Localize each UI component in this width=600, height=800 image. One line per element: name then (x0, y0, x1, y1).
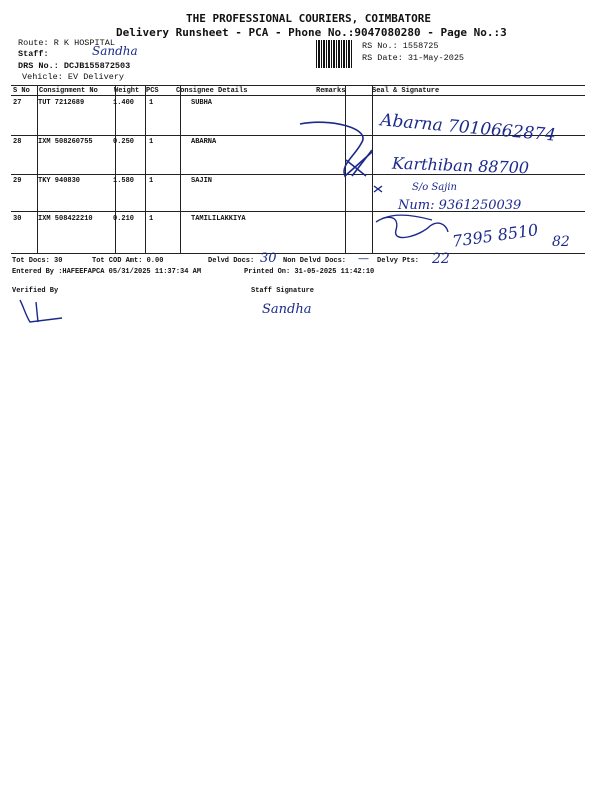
handwritten-phone: 7395 8510 (451, 220, 540, 251)
staff-handwritten-sign: Sandha (92, 44, 138, 58)
col-header-remarks: Remarks (316, 87, 346, 95)
handwritten-sajin-line2: Num: 9361250039 (398, 198, 522, 213)
company-title: THE PROFESSIONAL COURIERS, COIMBATORE (186, 12, 432, 25)
printed-on: Printed On: 31-05-2025 11:42:10 (244, 268, 375, 276)
delivery-points-label: Delvy Pts: (377, 257, 420, 265)
entered-by: Entered By :HAFEEFAPCA 05/31/2025 11:37:34 AM (12, 268, 202, 276)
col-header-consignee: Consignee Details (176, 87, 248, 95)
row-sno: 27 (13, 99, 22, 107)
row-weight: 0.250 (113, 138, 135, 146)
row-sno: 28 (13, 138, 22, 146)
row-weight: 0.210 (113, 215, 135, 223)
non-delivered-docs-label: Non Delvd Docs: (283, 257, 347, 265)
row-weight: 1.580 (113, 177, 135, 185)
col-header-seal: Seal & Signature (372, 87, 440, 95)
row-consignee: SAJIN (191, 177, 213, 185)
row-pcs: 1 (149, 215, 154, 223)
verified-by-label: Verified By (12, 287, 59, 295)
row-weight: 1.400 (113, 99, 135, 107)
delivery-points-hand: 22 (432, 251, 450, 267)
handwritten-karthiban: Karthiban 88700 (391, 153, 530, 178)
row-pcs: 1 (149, 177, 154, 185)
row-consignee: ABARNA (191, 138, 217, 146)
vehicle-info: Vehicle: EV Delivery (22, 72, 125, 82)
row-consignment: TUT 7212689 (38, 99, 85, 107)
row-consignee: TAMILILAKKIYA (191, 215, 246, 223)
col-header-consignment: Consignment No (39, 87, 98, 95)
row-pcs: 1 (149, 138, 154, 146)
rs-number: RS No.: 1558725 (362, 41, 439, 51)
row-consignment: IXM 508422210 (38, 215, 93, 223)
total-docs: Tot Docs: 30 (12, 257, 63, 265)
row-consignee: SUBHA (191, 99, 213, 107)
delivered-docs-label: Delvd Docs: (208, 257, 255, 265)
handwritten-abarna: Abarna 7010662874 (379, 110, 557, 146)
route-info: Route: R K HOSPITAL (18, 38, 115, 48)
col-header-weight: Weight (114, 87, 140, 95)
rs-date: RS Date: 31-May-2025 (362, 53, 465, 63)
row-consignment: TKY 940830 (38, 177, 81, 185)
staff-signature-label: Staff Signature (251, 287, 315, 295)
row-sno: 30 (13, 215, 22, 223)
staff-label: Staff: (18, 49, 49, 59)
row-sno: 29 (13, 177, 22, 185)
non-delivered-docs-hand: — (358, 252, 369, 265)
total-cod-amount: Tot COD Amt: 0.00 (92, 257, 164, 265)
row-consignment: IXM 508260755 (38, 138, 93, 146)
staff-signature-hand: Sandha (262, 302, 312, 317)
delivered-docs-hand: 30 (260, 251, 277, 266)
col-header-pcs: PCS (146, 87, 159, 95)
handwritten-phone-tail: 82 (552, 234, 570, 250)
row-pcs: 1 (149, 99, 154, 107)
handwritten-sajin-line1: S/o Sajin (412, 182, 457, 193)
drs-number: DRS No.: DCJB155872503 (18, 61, 131, 71)
col-header-sno: S No (13, 87, 30, 95)
runsheet-title: Delivery Runsheet - PCA - Phone No.:9047080280 - Page No.:3 (116, 26, 507, 39)
